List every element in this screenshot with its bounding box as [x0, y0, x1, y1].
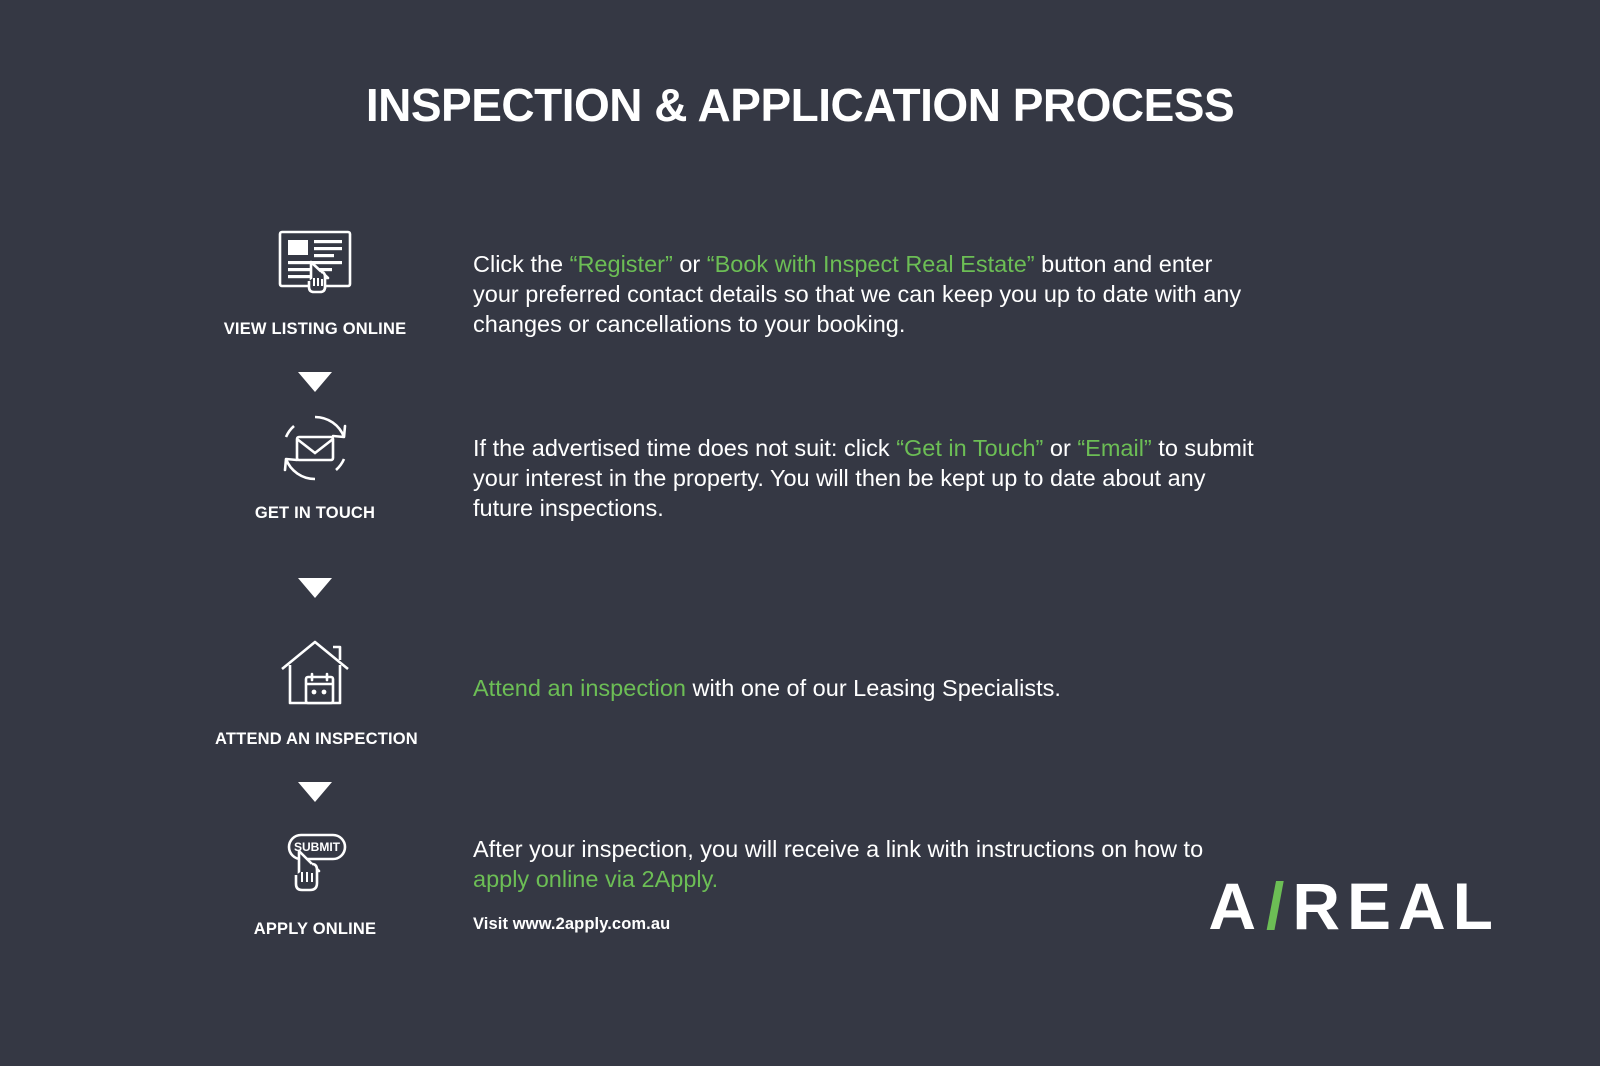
flow-arrow-2: [298, 578, 332, 598]
step-1-label: VIEW LISTING ONLINE: [223, 320, 407, 338]
step-1-text-part-4: “Book with Inspect Real Estate”: [706, 251, 1035, 277]
step-3-icon-column: [215, 632, 418, 749]
visit-footnote: Visit www.2apply.com.au: [473, 915, 671, 933]
listing-webpage-cursor-icon: [215, 222, 415, 306]
step-4-description: [473, 834, 1263, 894]
step-2-icon-column: [215, 406, 415, 523]
step-2-description: [473, 433, 1263, 523]
step-2-text-part-5: to submit your interest in the property. You will then be kept up to date about any future inspections.: [473, 435, 1254, 522]
logo-letter-a: A: [1208, 869, 1258, 943]
company-logo: [1208, 868, 1500, 944]
envelope-refresh-icon: [215, 406, 415, 490]
step-4-text-part-1: After your inspection, you will receive a link with instructions on how to: [473, 836, 1204, 862]
step-2-text-part-3: or: [1043, 435, 1078, 461]
step-1-text-part-5: button and enter your preferred contact details so that we can keep you up to date with any changes or cancellations to your booking.: [473, 251, 1242, 338]
logo-wordmark: REAL: [1292, 869, 1500, 943]
page-title: INSPECTION & APPLICATION PROCESS: [365, 79, 1235, 131]
step-1-text-part-2: “Register”: [569, 251, 673, 277]
step-2-label: GET IN TOUCH: [254, 504, 376, 522]
flow-arrow-1: [298, 372, 332, 392]
step-2-text-part-2: “Get in Touch”: [896, 435, 1044, 461]
step-1-text-part-1: Click the: [473, 251, 570, 277]
step-2-text-part-1: If the advertised time does not suit: click: [473, 435, 897, 461]
step-4-text-part-2: apply online via 2Apply.: [473, 866, 719, 893]
step-1-icon-column: [215, 222, 415, 339]
svg-text:SUBMIT: SUBMIT: [294, 840, 340, 854]
step-3-label: ATTEND AN INSPECTION: [215, 730, 418, 748]
step-4-icon-column: [215, 822, 415, 939]
step-1-description: [473, 249, 1263, 339]
step-2-text-part-4: “Email”: [1077, 435, 1152, 461]
step-3-text-part-1: Attend an inspection: [473, 675, 686, 701]
step-1-text-part-3: or: [672, 251, 707, 277]
logo-slash-icon: /: [1265, 869, 1287, 943]
step-3-text-part-2: with one of our Leasing Specialists.: [685, 675, 1061, 701]
step-3-description: [473, 673, 1263, 703]
flow-arrow-3: [298, 782, 332, 802]
house-calendar-icon: [215, 632, 415, 716]
submit-button-cursor-icon: [215, 822, 415, 906]
step-4-label: APPLY ONLINE: [253, 920, 377, 938]
